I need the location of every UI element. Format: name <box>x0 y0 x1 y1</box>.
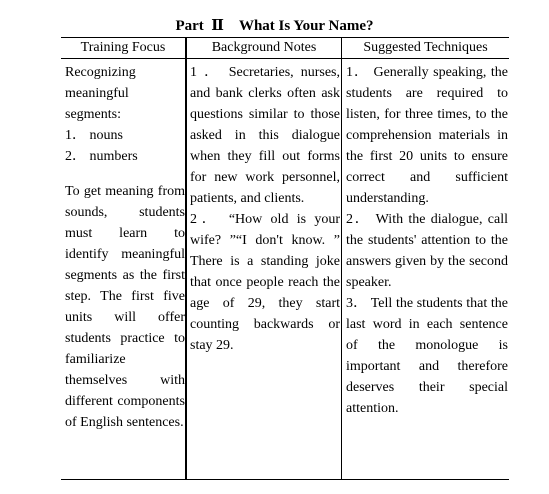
training-focus-paragraph: To get meaning from sounds, students must learn to identify meaningful segments as the first step. The first five units will offer students practice to familiarize themselves with different components of English sentences. <box>65 184 185 430</box>
background-note-1: 1 ． Secretaries, nurses, and bank clerks often ask questions similar to those asked in this dialogue when they fill out forms for new work personnel, patients, and clients. <box>190 65 340 206</box>
suggested-techniques-cell <box>346 62 508 419</box>
lesson-table <box>61 37 509 480</box>
training-focus-intro: Recognizing meaningful segments: <box>65 65 136 122</box>
background-notes-cell <box>190 62 340 356</box>
background-note-2: 2． “How old is your wife? ”“I don't know. ” There is a standing joke that once people reach the age of 29, they start counting backwards or stay 29. <box>190 212 340 353</box>
title-heading: What Is Your Name? <box>238 18 374 34</box>
technique-3: 3． Tell the students that the last word in each sentence of the monologue is important and therefore deserves their special attention. <box>346 296 508 416</box>
column-divider-2 <box>341 38 342 479</box>
technique-1: 1． Generally speaking, the students are required to listen, for three times, to the comprehension materials in the first 20 units to ensure correct and sufficient understanding. <box>346 65 508 206</box>
training-focus-item-numbers: 2． numbers <box>65 149 138 164</box>
header-rule <box>61 58 509 59</box>
header-training-focus: Training Focus <box>80 40 166 55</box>
column-divider-1 <box>185 38 187 479</box>
training-focus-item-nouns: 1． nouns <box>65 128 123 143</box>
training-focus-cell <box>65 62 185 433</box>
title-part: Part <box>175 18 204 34</box>
title-numeral: Ⅱ <box>211 18 224 34</box>
page-title <box>0 17 549 35</box>
header-background-notes: Background Notes <box>211 40 317 55</box>
technique-2: 2． With the dialogue, call the students' attention to the answers given by the second speaker. <box>346 212 508 290</box>
header-suggested-techniques: Suggested Techniques <box>363 40 488 55</box>
